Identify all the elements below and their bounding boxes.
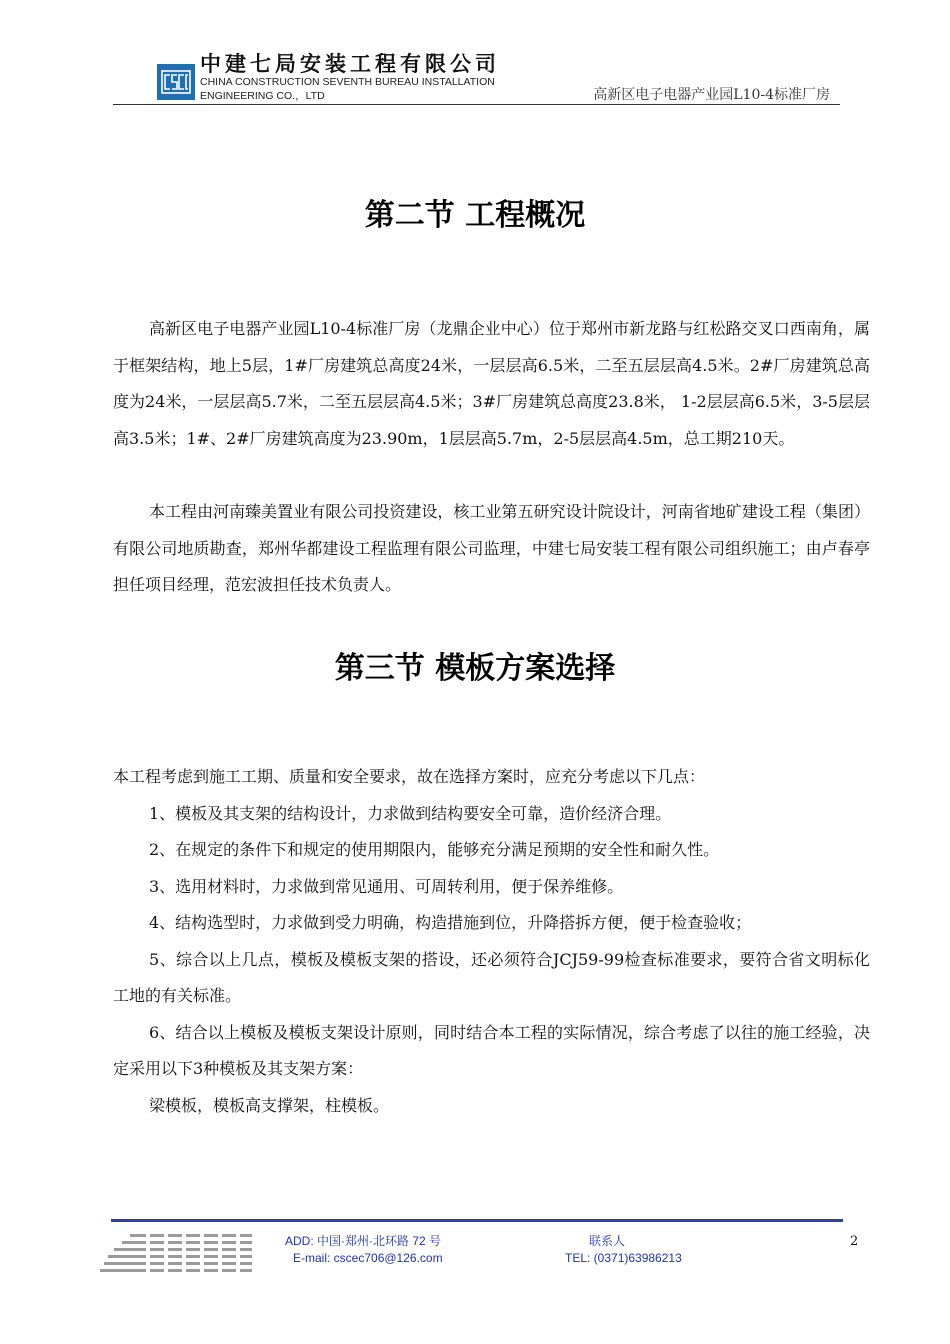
footer-divider [111, 1219, 843, 1222]
formwork-item: 5、综合以上几点，模板及模板支架的搭设，还必须符合JCJ59-99检查标准要求，要符合省文明标化工地的有关标准。 [113, 949, 870, 1005]
formwork-item: 4、结构选型时，力求做到受力明确，构造措施到位，升降搭拆方便，便于检查验收； [149, 913, 752, 932]
section-title-overview: 第二节 工程概况 [364, 198, 586, 233]
footer-stripes-graphic [100, 1232, 260, 1282]
formwork-item: 1、模板及其支架的结构设计，力求做到结构要安全可靠，造价经济合理。 [149, 803, 672, 823]
footer-contact-label: 联系人 [589, 1234, 626, 1248]
formwork-item: 3、选用材料时，力求做到常见通用、可周转利用，便于保养维修。 [149, 876, 624, 896]
footer-tel: TEL: (0371)63986213 [565, 1251, 682, 1265]
overview-paragraph-1: 高新区电子电器产业园L10-4标准厂房（龙鼎企业中心）位于郑州市新龙路与红松路交叉口西南角，属于框架结构，地上5层，1#厂房建筑总高度24米，一层层高6.5米，二至五层层高4.5米。2#厂房建筑总高度为24米，一层层高5.7米，二至五层层高4.5米；3#厂房建筑总高度23.8米， 1-2层层高6.5米，3-5层层高3.5米；1#、2#厂房建筑高度为23.90m，1层层高5.7m，2-5层层高4.5m，总工期210天。 [113, 319, 870, 448]
formwork-body [113, 759, 870, 1124]
formwork-item: 2、在规定的条件下和规定的使用期限内，能够充分满足预期的安全性和耐久性。 [149, 840, 720, 859]
company-logo-icon [157, 64, 195, 100]
footer-email: E-mail: cscec706@126.com [293, 1251, 443, 1265]
formwork-item: 6、结合以上模板及模板支架设计原则，同时结合本工程的实际情况，综合考虑了以往的施工经验，决定采用以下3种模板及其支架方案： [113, 1022, 870, 1078]
footer-address-block [285, 1233, 443, 1267]
page-number: 2 [850, 1234, 859, 1249]
header-divider [113, 104, 840, 105]
footer-address: ADD: 中国·郑州·北环路 72 号 [285, 1234, 442, 1248]
page-header [0, 0, 950, 110]
company-name-en: CHINA CONSTRUCTION SEVENTH BUREAU INSTALLATION ENGINEERING CO.，LTD [200, 76, 495, 102]
formwork-intro: 本工程考虑到施工工期、质量和安全要求，故在选择方案时，应充分考虑以下几点： [113, 767, 706, 786]
section-title-formwork: 第三节 模板方案选择 [334, 651, 616, 686]
company-name-cn: 中建七局安装工程有限公司 [200, 52, 500, 76]
project-name: 高新区电子电器产业园L10-4标准厂房 [593, 87, 830, 103]
footer-contact-block [565, 1233, 682, 1267]
overview-paragraph-2: 本工程由河南臻美置业有限公司投资建设，核工业第五研究设计院设计，河南省地矿建设工程（集团）有限公司地质勘查，郑州华都建设工程监理有限公司监理，中建七局安装工程有限公司组织施工；由卢春亭担任项目经理，范宏波担任技术负责人。 [113, 502, 870, 594]
formwork-item: 梁模板，模板高支撑架，柱模板。 [149, 1095, 390, 1115]
